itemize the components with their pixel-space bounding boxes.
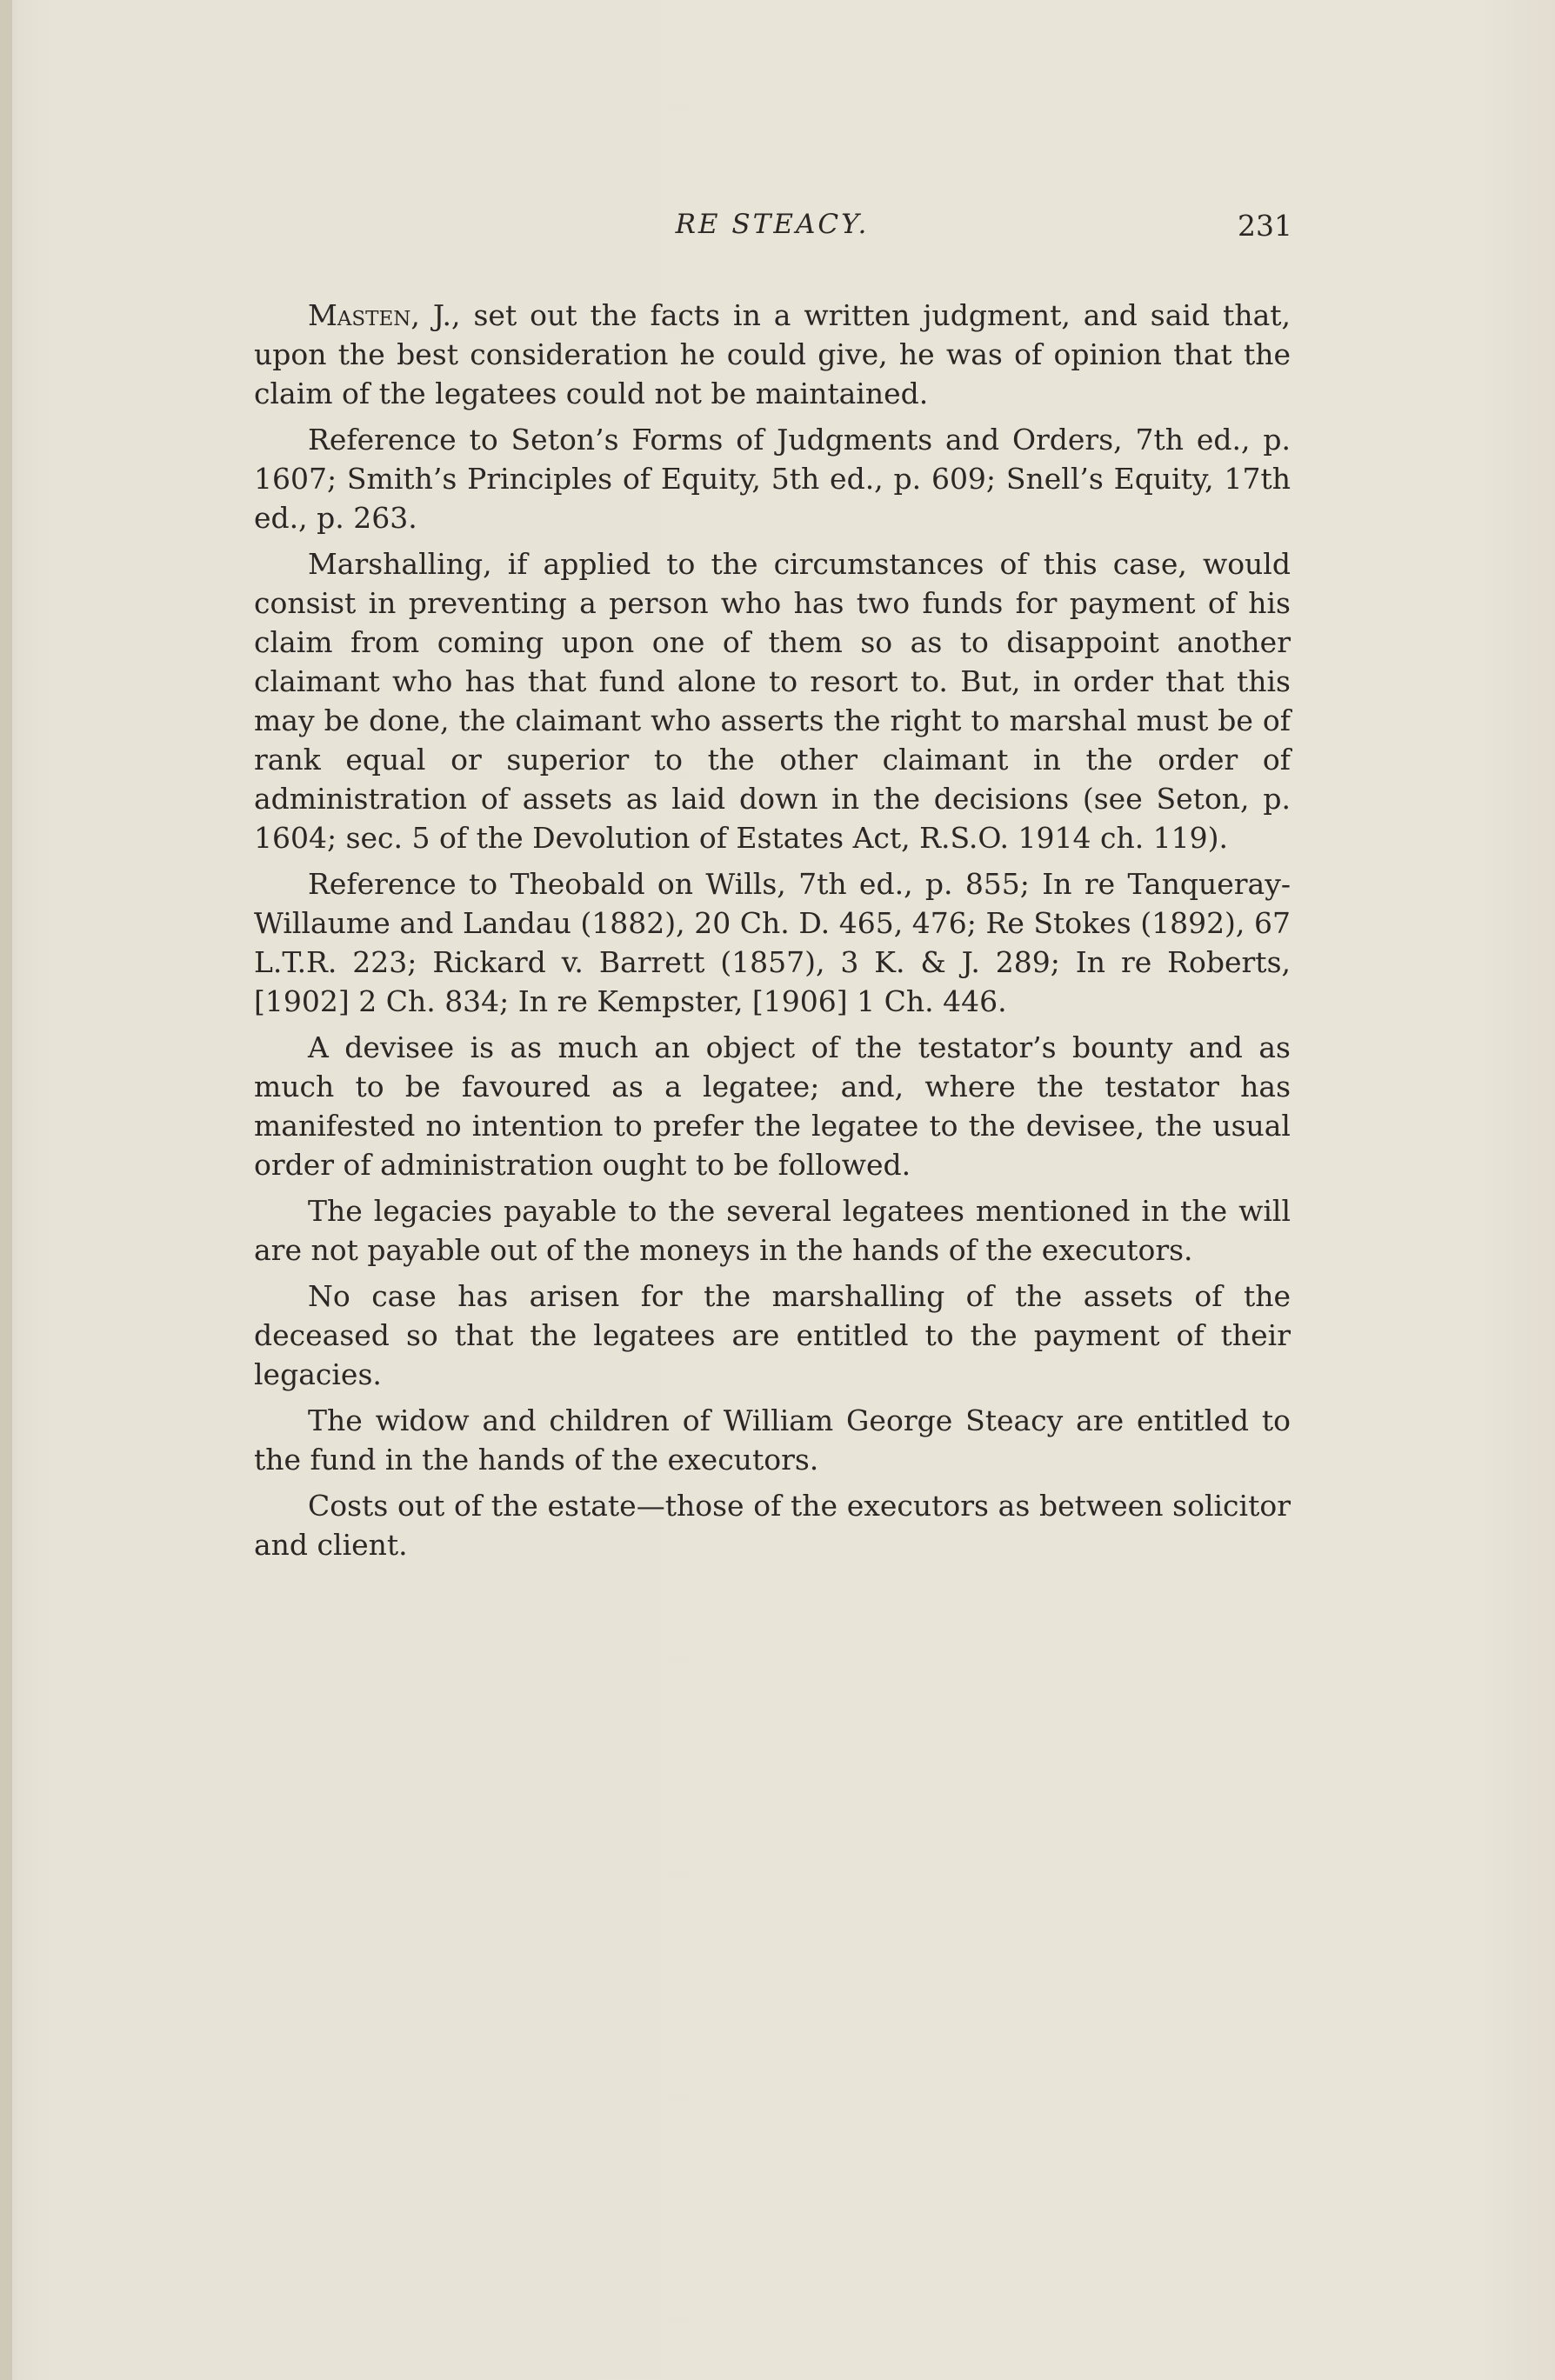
paragraph-text: Reference to Seton’s Forms of Judgments and Orders, 7th ed., p. 1607; Smith’s Principles of Equity, 5th ed., p. 609; Snell’s Equity, 17th ed., p. 263. <box>254 423 1291 535</box>
paragraph-text: , J., set out the facts in a written judgment, and said that, upon the best consideration he could give, he was of opinion that the claim of the legatees could not be maintained. <box>254 298 1291 410</box>
judge-name: Masten <box>308 298 411 332</box>
paragraph-text: A devisee is as much an object of the testator’s bounty and as much to be favoured as a legatee; and, where the testator has manifested no intention to prefer the legatee to the devisee, the usual order of administration ought to be followed. <box>254 1030 1291 1182</box>
paragraph-legacies <box>254 1191 1291 1270</box>
paragraph-text: The widow and children of William George Steacy are entitled to the fund in the hands of the executors. <box>254 1403 1291 1477</box>
paragraph-devisee <box>254 1028 1291 1184</box>
gutter-shadow <box>0 0 12 2380</box>
paragraph-text: Costs out of the estate—those of the executors as between solicitor and client. <box>254 1489 1291 1562</box>
body-text <box>254 296 1291 1571</box>
page-number: 231 <box>1238 209 1292 243</box>
paragraph-judgment-intro <box>254 296 1291 413</box>
paragraph-marshalling <box>254 544 1291 857</box>
paragraph-widow <box>254 1401 1291 1479</box>
paragraph-reference-seton <box>254 420 1291 537</box>
paragraph-text: Reference to Theobald on Wills, 7th ed., p. 855; In re Tanqueray-Willaume and Landau (1882), 20 Ch. D. 465, 476; Re Stokes (1892), 67 L.T.R. 223; Rickard v. Barrett (1857), 3 K. & J. 289; In re Roberts, [1902] 2 Ch. 834; In re Kempster, [1906] 1 Ch. 446. <box>254 867 1291 1018</box>
paragraph-no-case <box>254 1277 1291 1394</box>
paragraph-text: The legacies payable to the several legatees mentioned in the will are not payable out of the moneys in the hands of the executors. <box>254 1194 1291 1267</box>
running-title: RE STEACY. <box>675 209 870 240</box>
paragraph-costs <box>254 1486 1291 1564</box>
paragraph-reference-theobald <box>254 864 1291 1021</box>
running-head <box>252 209 1292 252</box>
paragraph-text: No case has arisen for the marshalling of the assets of the deceased so that the legatees are entitled to the payment of their legacies. <box>254 1279 1291 1391</box>
paragraph-text: Marshalling, if applied to the circumstances of this case, would consist in preventing a person who has two funds for payment of his claim from coming upon one of them so as to disappoint another claimant who has that fund alone to resort to. But, in order that this may be done, the claimant who asserts the right to marshal must be of rank equal or superior to the other claimant in the order of administration of assets as laid down in the decisions (see Seton, p. 1604; sec. 5 of the Devolution of Estates Act, R.S.O. 1914 ch. 119). <box>254 547 1291 855</box>
